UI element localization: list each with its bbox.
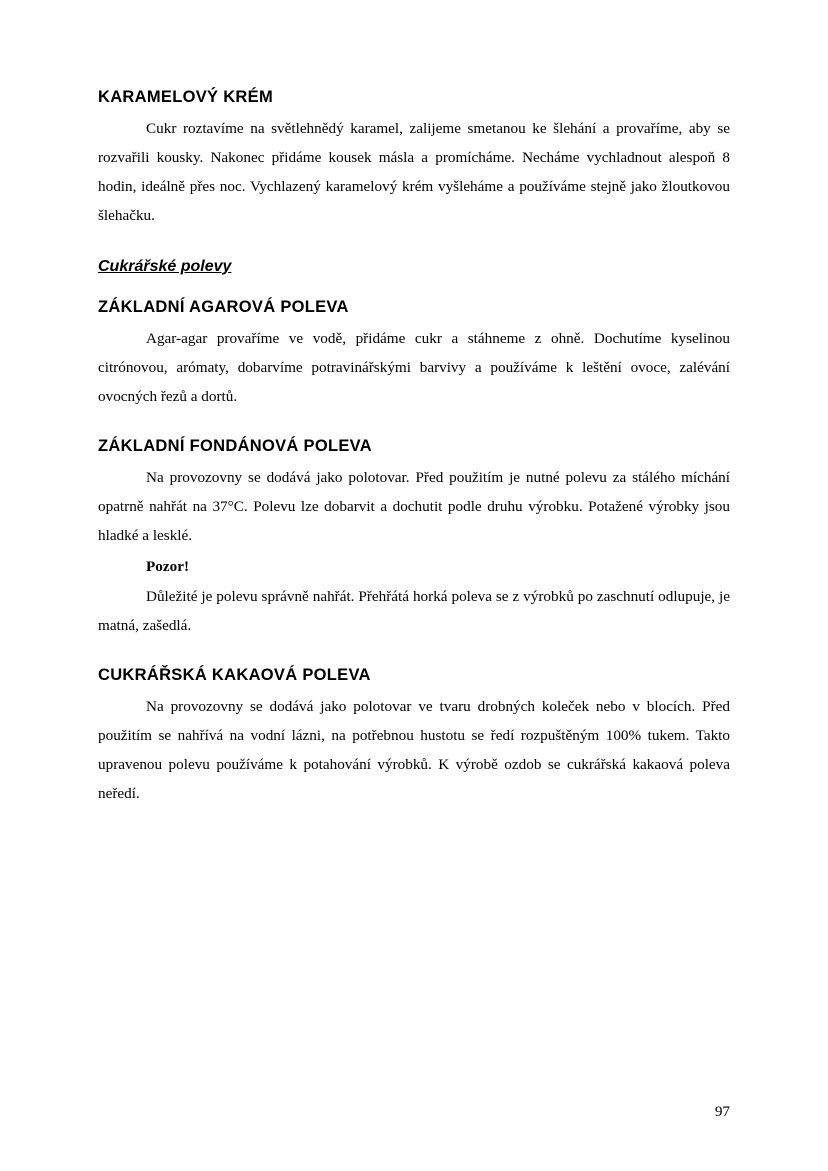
paragraph-cukrarska-kakaova-poleva: Na provozovny se dodává jako polotovar ve tvaru drobných koleček nebo v blocích. Před použitím se nahřívá na vodní lázni, na potřebnou hustotu se ředí rozpuštěným 100% tukem. Takto upravenou polevu používáme k potahování výrobků. K výrobě ozdob se cukrářská kakaová poleva neředí. [98, 697, 730, 803]
spacer [98, 642, 730, 666]
page-content [98, 88, 730, 809]
spacer [98, 413, 730, 437]
section-heading-zakladni-agarova-poleva: ZÁKLADNÍ AGAROVÁ POLEVA [98, 297, 349, 316]
page-number: 97 [714, 1103, 730, 1120]
section-heading-cukrarska-kakaova-poleva: CUKRÁŘSKÁ KAKAOVÁ POLEVA [98, 666, 371, 685]
paragraph-zakladni-agarova-poleva: Agar-agar provaříme ve vodě, přidáme cukr a stáhneme z ohně. Dochutíme kyselinou citrónovou, arómaty, dobarvíme potravinářskými barvivy a používáme k leštění ovoce, zalévání ovocných řezů a dortů. [98, 329, 730, 405]
paragraph-zakladni-fondanova-poleva: Na provozovny se dodává jako polotovar. Před použitím je nutné polevu za stálého míchání opatrně nahřát na 37°C. Polevu lze dobarvit a dochutit podle druhu výrobku. Potažené výrobky jsou hladké a lesklé. [98, 468, 730, 545]
section-heading-cukrarske-polevy: Cukrářské polevy [98, 257, 232, 275]
paragraph-fondanova-poleva-note: Důležité je polevu správně nahřát. Přehřátá horká poleva se z výrobků po zaschnutí odlupuje, je matná, zašedlá. [98, 587, 730, 634]
spacer [98, 282, 730, 298]
section-heading-zakladni-fondanova-poleva: ZÁKLADNÍ FONDÁNOVÁ POLEVA [98, 437, 372, 456]
section-heading-karamelovy-krem: KARAMELOVÝ KRÉM [98, 88, 274, 106]
spacer [98, 233, 730, 257]
paragraph-karamelovy-krem: Cukr roztavíme na světlehnědý karamel, zalijeme smetanou ke šlehání a provaříme, aby se rozvařili kousky. Nakonec přidáme kousek másla a promícháme. Necháme vychladnout alespoň 8 hodin, ideálně přes noc. Vychlazený karamelový krém vyšleháme a používáme stejně jako žloutkovou šlehačku. [98, 119, 730, 225]
note-pozor: Pozor! [146, 558, 190, 576]
